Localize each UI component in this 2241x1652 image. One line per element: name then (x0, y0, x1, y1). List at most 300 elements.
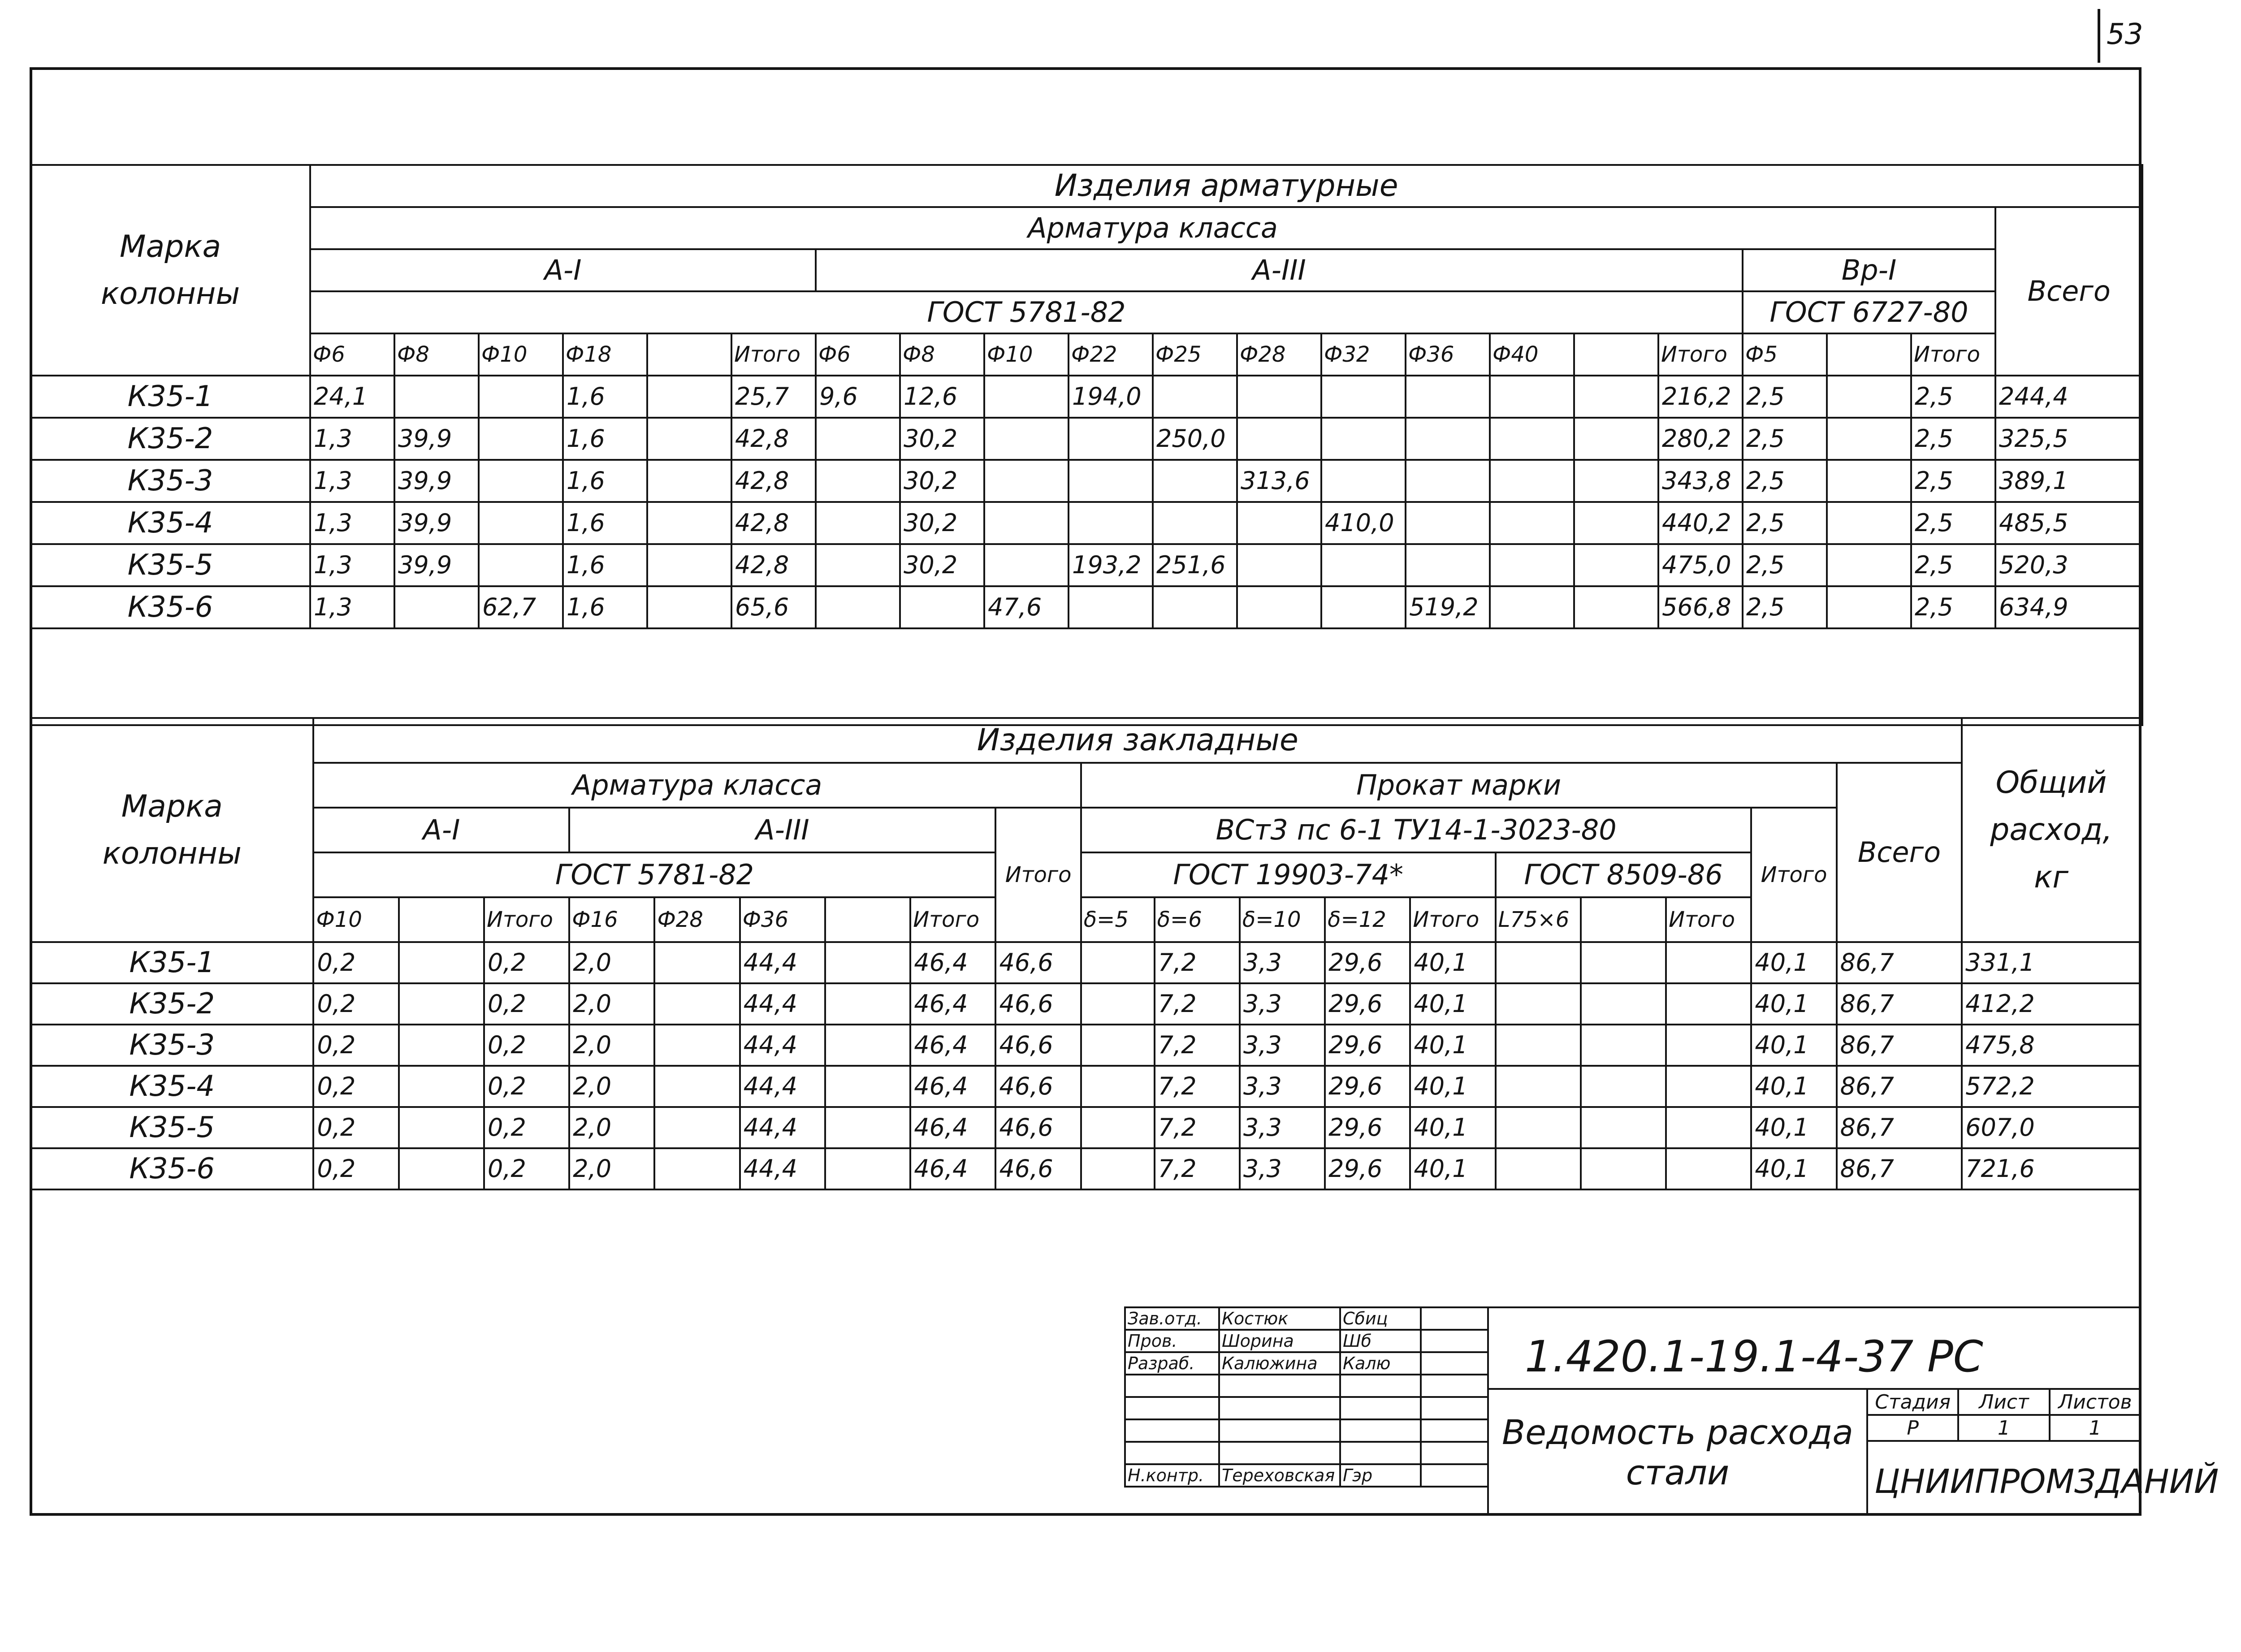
table-row (30, 1025, 2141, 1066)
column-header: δ=6 (1155, 897, 1240, 942)
grand-total-line2: расход, (1990, 812, 2112, 848)
table-cell: 7,2 (1155, 942, 1240, 983)
table-cell (1666, 1066, 1751, 1107)
table-cell: 440,2 (1658, 502, 1743, 544)
table-cell (399, 983, 484, 1025)
table-cell: 3,3 (1240, 1066, 1325, 1107)
column-mark: К35-3 (30, 460, 310, 502)
table-cell (1496, 1025, 1581, 1066)
table-cell (1406, 544, 1490, 586)
table-cell: 410,0 (1321, 502, 1406, 544)
signature-row (1125, 1352, 1488, 1375)
table-cell (1321, 460, 1406, 502)
table-cell: 30,2 (900, 418, 984, 460)
table-cell: 40,1 (1410, 983, 1495, 1025)
table-cell: 40,1 (1410, 1025, 1495, 1066)
table-cell (394, 586, 479, 628)
table-cell (654, 983, 740, 1025)
table-cell: 0,2 (484, 1107, 569, 1148)
table-cell: 1,6 (563, 544, 647, 586)
signature-sign (1340, 1397, 1421, 1419)
table-cell (1496, 1148, 1581, 1189)
table-cell (816, 502, 900, 544)
table-cell: 343,8 (1658, 460, 1743, 502)
table-cell (1496, 983, 1581, 1025)
table-cell: 62,7 (479, 586, 563, 628)
column-header: Ф8 (900, 333, 984, 376)
signature-sign (1340, 1442, 1421, 1464)
column-header: Ф6 (816, 333, 900, 376)
table-cell: 0,2 (313, 983, 398, 1025)
table-cell (1574, 586, 1658, 628)
table-cell (1490, 376, 1574, 418)
table-cell (1069, 586, 1153, 628)
table-cell: 1,3 (310, 460, 394, 502)
column-header: δ=12 (1325, 897, 1410, 942)
table-cell (479, 376, 563, 418)
table-cell: 1,6 (563, 376, 647, 418)
table-cell (647, 502, 731, 544)
table-cell: 244,4 (1995, 376, 2142, 418)
table-cell: 2,5 (1743, 376, 1827, 418)
table-cell (654, 1025, 740, 1066)
table-cell (1406, 418, 1490, 460)
column-header: Ф28 (1237, 333, 1321, 376)
table-cell: 40,1 (1751, 1148, 1836, 1189)
table-cell: 46,4 (910, 1066, 995, 1107)
table-cell: 194,0 (1069, 376, 1153, 418)
total-header: Всего (1995, 207, 2142, 376)
table-cell: 0,2 (313, 1148, 398, 1189)
signature-row (1125, 1375, 1488, 1397)
table-cell (399, 1025, 484, 1066)
column-header: δ=10 (1240, 897, 1325, 942)
rolled-group-header: Прокат марки (1081, 763, 1837, 808)
table-cell: 216,2 (1658, 376, 1743, 418)
table-cell (1321, 418, 1406, 460)
table-cell: 40,1 (1410, 1066, 1495, 1107)
table-cell (647, 418, 731, 460)
table-cell: 40,1 (1751, 942, 1836, 983)
signature-name (1219, 1442, 1340, 1464)
table-cell: 24,1 (310, 376, 394, 418)
column-header: Ф40 (1490, 333, 1574, 376)
column-header: Ф10 (479, 333, 563, 376)
signature-row (1125, 1464, 1488, 1487)
signature-role (1125, 1375, 1219, 1397)
table-row (30, 460, 2142, 502)
rolled-grade-header: ВСт3 пс 6-1 ТУ14-1-3023-80 (1081, 808, 1752, 852)
table-cell: 607,0 (1962, 1107, 2141, 1148)
table-cell: 280,2 (1658, 418, 1743, 460)
table-cell: 29,6 (1325, 1025, 1410, 1066)
table-cell (1581, 1148, 1666, 1189)
sheets-value: 1 (2050, 1415, 2141, 1441)
table-cell: 40,1 (1410, 942, 1495, 983)
signature-date (1421, 1397, 1488, 1419)
signature-name: Костюк (1219, 1307, 1340, 1330)
table-cell: 0,2 (313, 1107, 398, 1148)
table-row (30, 983, 2141, 1025)
document-title-box (1487, 1388, 1868, 1516)
sheets-label: Листов (2050, 1389, 2141, 1415)
table-cell (1406, 460, 1490, 502)
corner-tick (2098, 9, 2100, 63)
table-cell: 46,4 (910, 983, 995, 1025)
table-cell: 3,3 (1240, 1148, 1325, 1189)
table-cell (1581, 942, 1666, 983)
mark-header-line1: Марка (119, 229, 221, 264)
gost-main-header: ГОСТ 5781-82 (310, 291, 1743, 333)
column-mark: К35-2 (30, 418, 310, 460)
table-cell (1237, 376, 1321, 418)
table-cell (647, 376, 731, 418)
column-header (825, 897, 910, 942)
table-cell: 46,6 (995, 1025, 1081, 1066)
column-header: Ф36 (740, 897, 825, 942)
table-cell: 29,6 (1325, 1107, 1410, 1148)
table-cell: 44,4 (740, 1066, 825, 1107)
table-cell (825, 983, 910, 1025)
signature-sign: Калю (1340, 1352, 1421, 1375)
grand-total-line1: Общий (1995, 765, 2107, 800)
column-header: Ф8 (394, 333, 479, 376)
stage-value: Р (1867, 1415, 1958, 1441)
table-cell: 325,5 (1995, 418, 2142, 460)
table-cell: 30,2 (900, 460, 984, 502)
table-cell (399, 1066, 484, 1107)
table-cell (479, 460, 563, 502)
table-cell: 1,6 (563, 502, 647, 544)
table-cell: 25,7 (731, 376, 816, 418)
table-cell: 0,2 (484, 1148, 569, 1189)
table-cell (1581, 1025, 1666, 1066)
table-cell: 0,2 (313, 1066, 398, 1107)
column-header: Ф18 (563, 333, 647, 376)
table-cell: 2,0 (569, 942, 654, 983)
signature-role (1125, 1442, 1219, 1464)
table-row (30, 942, 2141, 983)
column-header: δ=5 (1081, 897, 1155, 942)
table-cell (1153, 502, 1237, 544)
table-cell (1069, 502, 1153, 544)
table-cell (1574, 544, 1658, 586)
signature-sign: Сбиц (1340, 1307, 1421, 1330)
table-cell: 44,4 (740, 942, 825, 983)
table-cell (1581, 1107, 1666, 1148)
table-cell: 1,6 (563, 418, 647, 460)
table-cell (816, 418, 900, 460)
table-cell (1321, 376, 1406, 418)
table-cell (1321, 586, 1406, 628)
table-cell: 39,9 (394, 502, 479, 544)
mark-header (30, 165, 310, 376)
signature-name: Тереховская (1219, 1464, 1340, 1487)
table-cell: 30,2 (900, 544, 984, 586)
table-cell (1581, 1066, 1666, 1107)
column-header: L75×6 (1496, 897, 1581, 942)
mark-header-line1: Марка (121, 788, 223, 824)
table-cell: 42,8 (731, 460, 816, 502)
table-cell (1490, 586, 1574, 628)
table-row (30, 1148, 2141, 1189)
rolled-itogo-header: Итого (1751, 808, 1836, 942)
column-header (1574, 333, 1658, 376)
table-cell (1827, 418, 1911, 460)
class-a3-header: А-III (816, 249, 1743, 291)
table-cell: 46,4 (910, 1025, 995, 1066)
table-cell (984, 502, 1069, 544)
signature-row (1125, 1397, 1488, 1419)
table-cell (1406, 376, 1490, 418)
signature-name (1219, 1375, 1340, 1397)
table-cell: 566,8 (1658, 586, 1743, 628)
class-vr1-header: Вр-I (1743, 249, 1995, 291)
signature-row (1125, 1419, 1488, 1442)
table-cell: 2,0 (569, 1066, 654, 1107)
table-cell (900, 586, 984, 628)
table-cell (816, 544, 900, 586)
table-cell: 475,8 (1962, 1025, 2141, 1066)
signature-name (1219, 1397, 1340, 1419)
gost-rebar-header: ГОСТ 5781-82 (313, 852, 995, 897)
signature-row (1125, 1307, 1488, 1330)
column-header: Ф32 (1321, 333, 1406, 376)
signature-row (1125, 1330, 1488, 1352)
table-cell: 2,5 (1911, 376, 1995, 418)
table-cell (1827, 586, 1911, 628)
total-header: Всего (1837, 763, 1962, 942)
column-header (399, 897, 484, 942)
table-cell: 42,8 (731, 502, 816, 544)
table-cell: 46,4 (910, 1107, 995, 1148)
table-cell: 2,0 (569, 1025, 654, 1066)
table-cell (1496, 1066, 1581, 1107)
table-cell: 2,5 (1743, 460, 1827, 502)
table-cell: 2,0 (569, 1148, 654, 1189)
column-header: Ф22 (1069, 333, 1153, 376)
table-cell (654, 942, 740, 983)
table-cell (1069, 418, 1153, 460)
stage-table (1866, 1388, 2141, 1442)
grand-total-header (1962, 718, 2141, 942)
table-cell (984, 544, 1069, 586)
group-header: Изделия арматурные (310, 165, 2142, 207)
table-cell (1490, 502, 1574, 544)
table-cell: 46,6 (995, 1107, 1081, 1148)
table-cell: 3,3 (1240, 983, 1325, 1025)
table-cell: 2,5 (1743, 418, 1827, 460)
table-cell (1153, 376, 1237, 418)
table-cell (984, 376, 1069, 418)
table-cell: 40,1 (1410, 1107, 1495, 1148)
table-cell: 2,0 (569, 1107, 654, 1148)
signature-sign (1340, 1375, 1421, 1397)
column-header: Итого (484, 897, 569, 942)
table-cell (1574, 376, 1658, 418)
table-cell: 2,5 (1743, 502, 1827, 544)
column-header: Итого (1410, 897, 1495, 942)
gost-angle-header: ГОСТ 8509-86 (1496, 852, 1752, 897)
table-cell: 44,4 (740, 983, 825, 1025)
table-cell: 0,2 (484, 1066, 569, 1107)
signature-role: Пров. (1125, 1330, 1219, 1352)
column-header: Ф28 (654, 897, 740, 942)
table-cell: 39,9 (394, 460, 479, 502)
table-cell: 39,9 (394, 418, 479, 460)
table-cell (984, 460, 1069, 502)
table-cell (816, 460, 900, 502)
table-cell: 485,5 (1995, 502, 2142, 544)
table-cell (1666, 1148, 1751, 1189)
table-cell (1827, 544, 1911, 586)
sheet-value: 1 (1958, 1415, 2049, 1441)
gost-vr-header: ГОСТ 6727-80 (1743, 291, 1995, 333)
table-cell: 0,2 (484, 983, 569, 1025)
signature-role: Н.контр. (1125, 1464, 1219, 1487)
embedded-items-table (30, 717, 2141, 1190)
signature-date (1421, 1375, 1488, 1397)
signature-name (1219, 1419, 1340, 1442)
table-cell (1666, 1107, 1751, 1148)
column-header: Итого (1658, 333, 1743, 376)
table-row (30, 502, 2142, 544)
sheet-label: Лист (1958, 1389, 2049, 1415)
mark-header (30, 718, 313, 942)
table-cell (1081, 983, 1155, 1025)
table-cell: 42,8 (731, 418, 816, 460)
signature-date (1421, 1307, 1488, 1330)
column-header: Итого (910, 897, 995, 942)
column-header: Ф36 (1406, 333, 1490, 376)
table-cell (1081, 1025, 1155, 1066)
table-cell: 30,2 (900, 502, 984, 544)
table-cell: 44,4 (740, 1148, 825, 1189)
table-cell: 39,9 (394, 544, 479, 586)
table-cell: 9,6 (816, 376, 900, 418)
table-cell (1827, 376, 1911, 418)
table-cell: 1,6 (563, 586, 647, 628)
table-cell (1827, 502, 1911, 544)
table-cell (1406, 502, 1490, 544)
table-cell (399, 1107, 484, 1148)
column-header: Ф5 (1743, 333, 1827, 376)
table-cell: 86,7 (1837, 942, 1962, 983)
table-cell: 331,1 (1962, 942, 2141, 983)
table-cell (1237, 418, 1321, 460)
column-header: Итого (1911, 333, 1995, 376)
table-cell (825, 1107, 910, 1148)
table-cell: 1,3 (310, 418, 394, 460)
table-row (30, 1107, 2141, 1148)
table-cell (479, 502, 563, 544)
table-cell: 46,6 (995, 942, 1081, 983)
table-cell: 46,6 (995, 1066, 1081, 1107)
mark-header-line2: колонны (100, 276, 240, 311)
table-cell: 1,3 (310, 544, 394, 586)
sheet-number: 53 (2107, 18, 2143, 51)
column-header: Ф10 (313, 897, 398, 942)
table-cell: 86,7 (1837, 983, 1962, 1025)
table-cell (1666, 983, 1751, 1025)
table-cell (1081, 942, 1155, 983)
table-cell (1666, 942, 1751, 983)
document-code-box (1487, 1306, 2141, 1390)
table-cell (1081, 1107, 1155, 1148)
table-cell (825, 1148, 910, 1189)
rebar-itogo-header: Итого (995, 808, 1081, 942)
table-cell (1237, 502, 1321, 544)
gost-sheet-header: ГОСТ 19903-74* (1081, 852, 1496, 897)
table-cell: 2,5 (1743, 586, 1827, 628)
table-cell (1496, 942, 1581, 983)
table-cell: 29,6 (1325, 1148, 1410, 1189)
signature-date (1421, 1442, 1488, 1464)
table-cell (1574, 502, 1658, 544)
signature-sign: Гэр (1340, 1464, 1421, 1487)
table-cell (1574, 418, 1658, 460)
column-header (647, 333, 731, 376)
signature-date (1421, 1330, 1488, 1352)
table-cell (479, 544, 563, 586)
table-cell: 634,9 (1995, 586, 2142, 628)
table-cell: 65,6 (731, 586, 816, 628)
column-mark: К35-3 (30, 1025, 313, 1066)
signature-date (1421, 1464, 1488, 1487)
table-cell (825, 942, 910, 983)
table-cell (1153, 460, 1237, 502)
table-cell: 29,6 (1325, 1066, 1410, 1107)
column-header (1581, 897, 1666, 942)
table-cell (1490, 544, 1574, 586)
table-cell (1081, 1148, 1155, 1189)
table-cell: 86,7 (1837, 1107, 1962, 1148)
signature-date (1421, 1419, 1488, 1442)
column-header: Ф10 (984, 333, 1069, 376)
table-cell: 1,6 (563, 460, 647, 502)
grand-total-line3: кг (2034, 859, 2068, 895)
table-cell: 721,6 (1962, 1148, 2141, 1189)
table-cell: 2,5 (1911, 502, 1995, 544)
table-cell: 313,6 (1237, 460, 1321, 502)
table-cell: 250,0 (1153, 418, 1237, 460)
table-cell (479, 418, 563, 460)
table-cell: 7,2 (1155, 1107, 1240, 1148)
table-cell: 193,2 (1069, 544, 1153, 586)
document-title-line1: Ведомость расхода (1502, 1412, 1853, 1452)
table-cell: 44,4 (740, 1025, 825, 1066)
column-mark: К35-1 (30, 942, 313, 983)
table-cell (1069, 460, 1153, 502)
table-cell (816, 586, 900, 628)
column-header (1827, 333, 1911, 376)
table-cell: 2,5 (1743, 544, 1827, 586)
document-title-line2: стали (1626, 1453, 1730, 1492)
table-cell: 46,4 (910, 942, 995, 983)
table-cell (1490, 418, 1574, 460)
table-cell (647, 460, 731, 502)
table-cell (1081, 1066, 1155, 1107)
table-cell: 86,7 (1837, 1066, 1962, 1107)
table-cell (1496, 1107, 1581, 1148)
rebar-group-header: Арматура класса (313, 763, 1081, 808)
mark-header-line2: колонны (102, 836, 242, 871)
signature-role: Разраб. (1125, 1352, 1219, 1375)
table-cell: 44,4 (740, 1107, 825, 1148)
table-cell: 1,3 (310, 502, 394, 544)
table-cell: 412,2 (1962, 983, 2141, 1025)
table-row (30, 1066, 2141, 1107)
